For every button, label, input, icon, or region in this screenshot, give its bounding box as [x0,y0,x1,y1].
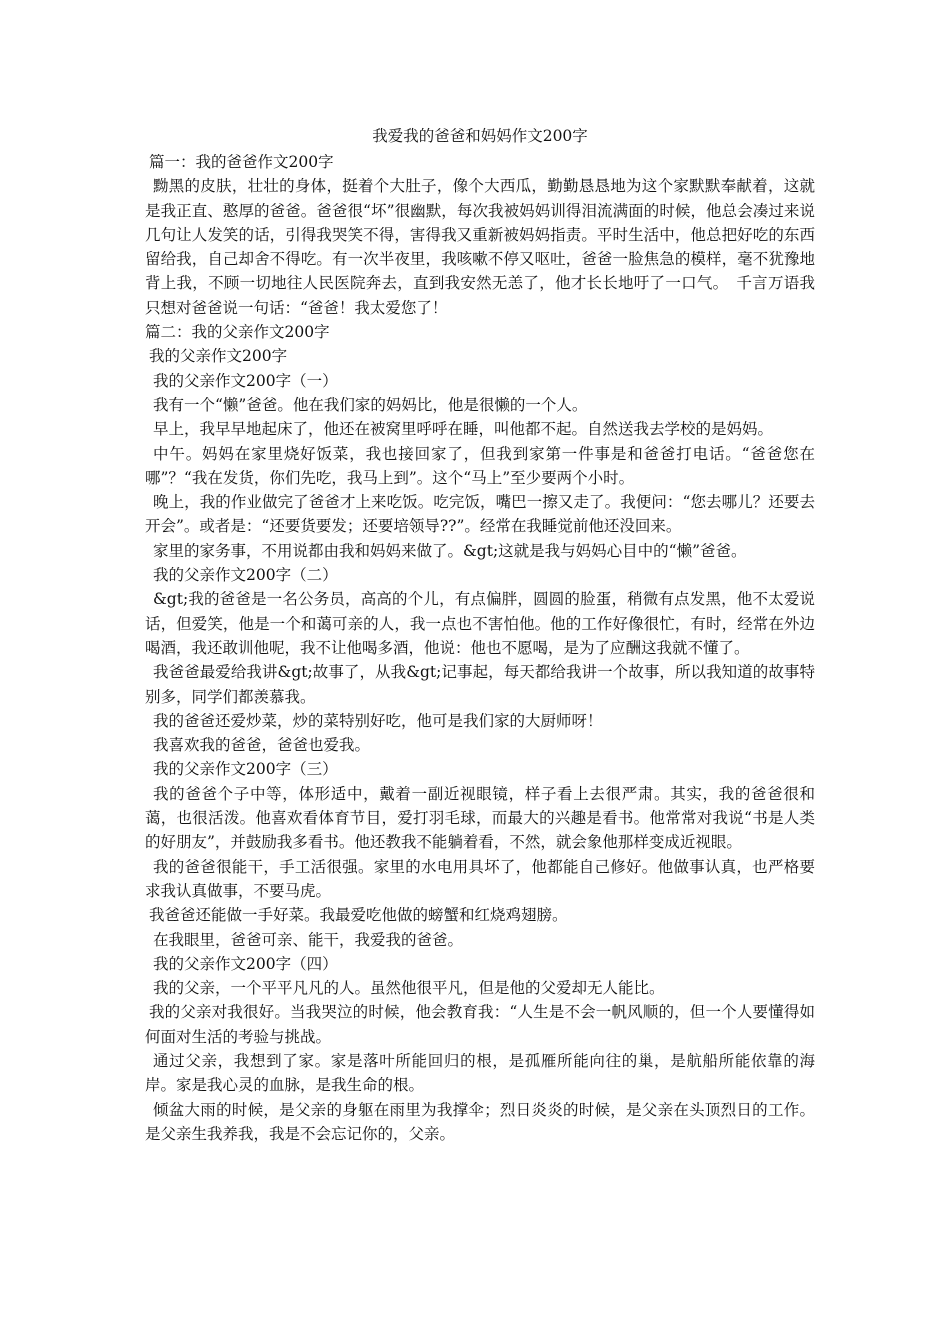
paragraph: 在我眼里，爸爸可亲、能干，我爱我的爸爸。 [153,930,464,949]
paragraph: 晚上，我的作业做完了爸爸才上来吃饭。吃完饭，嘴巴一擦又走了。我便问：“您去哪儿？还要去开会”。或者是：“还要货要发；还要培领导??”。经常在我睡觉前他还没回来。 [145,493,815,536]
paragraph: 我的父亲，一个平平凡凡的人。虽然他很平凡，但是他的父爱却无人能比。 [153,979,665,998]
section-heading-1: 篇一：我的爸爸作文200字 [149,153,334,171]
subheading: 我的父亲作文200字（二） [153,566,338,585]
paragraph: &gt;我的爸爸是一名公务员，高高的个儿，有点偏胖，圆圆的脸蛋，稍微有点发黑，他不太爱说话，但爱笑，他是一个和蔼可亲的人，我一点也不害怕他。他的工作好像很忙，有时，经常在外边喝酒，我还敢训他呢，我不让他喝多酒，他说：他也不愿喝，是为了应酬这我就不懂了。 [145,590,815,657]
paragraph: 我的爸爸很能干，手工活很强。家里的水电用具坏了，他都能自己修好。他做事认真，也严格要求我认真做事，不要马虎。 [145,857,815,900]
section-heading-2: 篇二：我的父亲作文200字 [145,323,330,342]
paragraph: 早上，我早早地起床了，他还在被窝里呼呼在睡，叫他都不起。自然送我去学校的是妈妈。 [153,420,774,439]
paragraph: 我有一个“懒”爸爸。他在我们家的妈妈比，他是很懒的一个人。 [153,395,588,414]
document-page [145,124,815,1146]
subheading: 我的父亲作文200字（三） [153,760,338,779]
document-title: 我爱我的爸爸和妈妈作文200字 [372,127,588,145]
paragraph: 中午。妈妈在家里烧好饭菜，我也接回家了，但我到家第一件事是和爸爸打电话。“爸爸您在哪”？“我在发货，你们先吃，我马上到”。这个“马上”至少要两个小时。 [145,444,815,487]
paragraph: 我的父亲对我很好。当我哭泣的时候，他会教育我：“人生是不会一帆风顺的，但一个人要懂得如何面对生活的考验与挑战。 [145,1003,815,1046]
paragraph: 倾盆大雨的时候，是父亲的身躯在雨里为我撑伞；烈日炎炎的时候，是父亲在头顶烈日的工作。是父亲生我养我，我是不会忘记你的，父亲。 [145,1100,815,1143]
paragraph: 我喜欢我的爸爸，爸爸也爱我。 [153,736,371,755]
paragraph: 家里的家务事，不用说都由我和妈妈来做了。&gt;这就是我与妈妈心目中的“懒”爸爸。 [153,541,747,560]
paragraph: 黝黑的皮肤，壮壮的身体，挺着个大肚子，像个大西瓜，勤勤恳恳地为这个家默默奉献着，这就是我正直、憨厚的爸爸。爸爸很“坏”很幽默，每次我被妈妈训得泪流满面的时候，他总会凑过来说几句让人发笑的话，引得我哭笑不得，害得我又重新被妈妈指责。平时生活中，他总把好吃的东西留给我，自己却舍不得吃。有一次半夜里，我咳嗽不停又呕吐，爸爸一脸焦急的模样，毫不犹豫地背上我，不顾一切地往人民医院奔去，直到我安然无恙了，他才长长地吁了一口气。 千言万语我只想对爸爸说一句话：“爸爸！我太爱您了！ [145,177,815,317]
subheading: 我的父亲作文200字（一） [153,371,338,390]
paragraph: 我的爸爸个子中等，体形适中，戴着一副近视眼镜，样子看上去很严肃。其实，我的爸爸很和蔼，也很活泼。他喜欢看体育节目，爱打羽毛球，而最大的兴趣是看书。他常常对我说“书是人类的好朋友”，并鼓励我多看书。他还教我不能躺着看，不然，就会象他那样变成近视眼。 [145,784,815,852]
paragraph: 通过父亲，我想到了家。家是落叶所能回归的根，是孤雁所能向往的巢，是航船所能依靠的海岸。家是我心灵的血脉，是我生命的根。 [145,1051,815,1095]
paragraph: 我的爸爸还爱炒菜，炒的菜特别好吃，他可是我们家的大厨师呀！ [153,711,603,730]
paragraph: 我爸爸还能做一手好菜。我最爱吃他做的螃蟹和红烧鸡翅膀。 [149,906,568,925]
subheading: 我的父亲作文200字（四） [153,954,338,973]
subheading: 我的父亲作文200字 [149,347,288,366]
paragraph: 我爸爸最爱给我讲&gt;故事了，从我&gt;记事起，每天都给我讲一个故事，所以我知道的故事特别多，同学们都羡慕我。 [145,663,815,706]
